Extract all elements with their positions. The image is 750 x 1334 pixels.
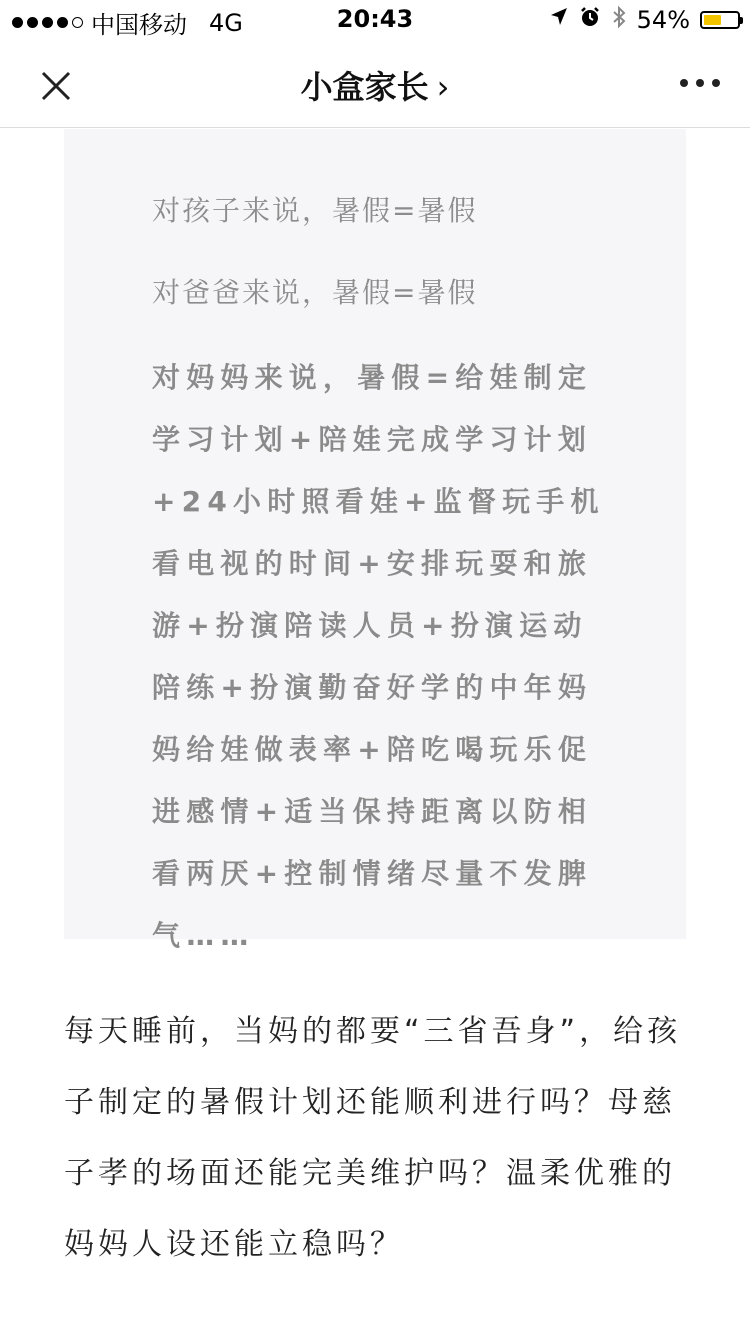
more-icon[interactable] xyxy=(680,68,720,98)
alarm-icon xyxy=(579,6,601,34)
status-time: 20:43 xyxy=(336,5,414,33)
bluetooth-icon xyxy=(611,5,627,35)
quote-line-child: 对孩子来说，暑假=暑假 xyxy=(152,194,478,227)
status-bar xyxy=(0,0,750,40)
chevron-right-icon: › xyxy=(436,68,450,106)
carrier-name: 中国移动 xyxy=(91,11,187,39)
network-type: 4G xyxy=(209,8,243,37)
account-title[interactable] xyxy=(0,62,750,108)
quote-body-mother: 对妈妈来说，暑假=给娃制定学习计划+陪娃完成学习计划+24小时照看娃+监督玩手机看电视的时间+安排玩耍和旅游+扮演陪读人员+扮演运动陪练+扮演勤奋好学的中年妈妈给娃做表率+陪吃喝玩乐促进感情+适当保持距离以防相看两厌+控制情绪尽量不发脾气…… xyxy=(152,361,605,952)
status-right xyxy=(549,5,740,35)
battery-fill xyxy=(704,15,721,25)
nav-bar xyxy=(0,40,750,128)
quote-line-father: 对爸爸来说，暑假=暑假 xyxy=(152,276,478,309)
location-arrow-icon xyxy=(549,6,569,34)
quote-block xyxy=(64,129,686,952)
battery-percent: 54% xyxy=(636,6,690,34)
account-title-text: 小盒家长 xyxy=(300,68,429,106)
battery-icon xyxy=(700,11,740,29)
article-paragraph: 每天睡前，当妈的都要“三省吾身”，给孩子制定的暑假计划还能顺利进行吗？母慈子孝的场面还能完美维护吗？温柔优雅的妈妈人设还能立稳吗？ xyxy=(64,1014,682,1262)
